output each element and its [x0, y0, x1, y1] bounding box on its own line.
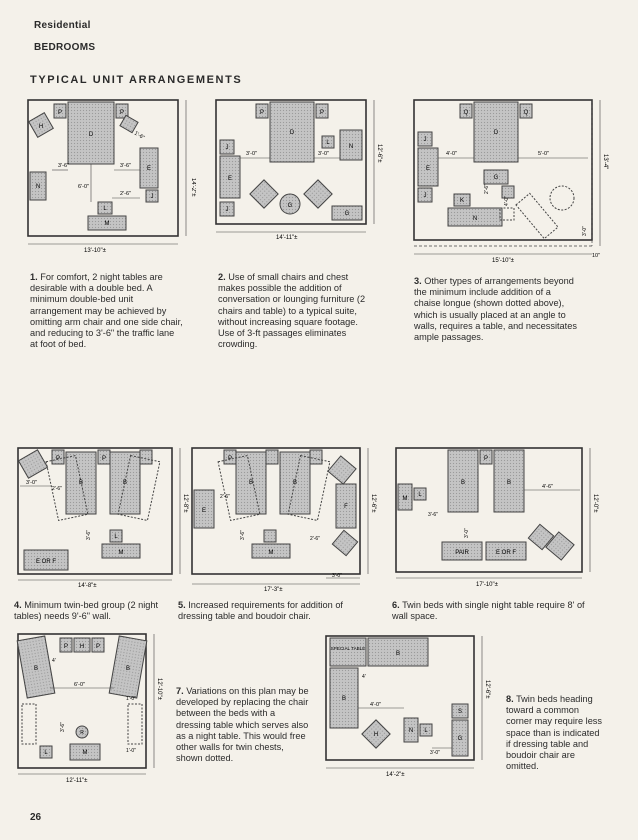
floor-plan-1	[22, 94, 196, 258]
dim-label: 3'-0"	[246, 151, 257, 157]
label-k: K	[459, 198, 465, 204]
label-p: P	[55, 456, 61, 462]
dim-label: 3'-6"	[86, 530, 92, 540]
lounge-chair	[250, 180, 278, 208]
caption-text: For comfort, 2 night tables are desirable with a double bed. A minimum double-bed unit arrangement may be achieved by omitting arm chair and one side chair, and reducing to 3'-6" the traffic lane at foot of bed.	[30, 272, 183, 350]
dim-label: 4'-0"	[504, 196, 510, 206]
label-j: J	[423, 193, 427, 199]
dim-label: 2'-6"	[484, 184, 490, 194]
height-dim: 13'-4"	[602, 154, 608, 170]
floor-plan-6	[392, 444, 604, 592]
label-p: P	[319, 110, 325, 116]
caption-number: 4.	[14, 600, 22, 610]
dim-label: 5'-0"	[538, 151, 549, 157]
caption-text: Minimum twin-bed group (2 night tables) needs 9'-6" wall.	[14, 600, 159, 622]
page-number: 26	[30, 812, 42, 823]
special-table	[330, 638, 366, 666]
lounge-chair	[304, 180, 332, 208]
dim-label: 3'-0"	[332, 573, 342, 579]
caption-text: Twin beds with single night table require 8' of wall space.	[392, 600, 585, 622]
dim-label: 3'-6"	[428, 512, 438, 518]
label-f: F	[344, 504, 348, 510]
label-b: B	[125, 666, 131, 672]
label-l: L	[103, 206, 107, 212]
caption-8	[506, 694, 602, 772]
height-dim: 12'-6"±	[484, 680, 490, 699]
dim-label: 4'-6"	[542, 484, 553, 490]
label-j: J	[225, 145, 229, 151]
furniture-p	[140, 450, 152, 464]
caption-number: 8.	[506, 694, 514, 704]
furniture-p	[310, 450, 322, 464]
caption-number: 5.	[178, 600, 186, 610]
height-dim: 12'-8"±	[182, 494, 188, 513]
label-q: Q	[523, 110, 529, 116]
caption-text: Twin beds heading toward a common corner may require less space than is indicated if dressing table and boudoir chair are omitted.	[506, 694, 602, 772]
dim-label: 6'-0"	[74, 682, 85, 688]
dim-label: 1'-0"	[126, 696, 136, 702]
label-m: M	[402, 496, 408, 502]
dim-label: 3'-0"	[318, 151, 329, 157]
label-m: M	[82, 750, 88, 756]
dim-label: 2'-6"	[120, 191, 131, 197]
width-dim: 15'-10"±	[492, 258, 514, 264]
label-p: P	[63, 644, 69, 650]
caption-7	[176, 686, 312, 764]
special-table-label: SPECIAL TABLE	[330, 646, 366, 651]
dim-label: 4'-0"	[446, 151, 457, 157]
caption-number: 1.	[30, 272, 38, 282]
label-e: E	[146, 166, 152, 172]
caption-number: 6.	[392, 600, 400, 610]
label-b: B	[122, 480, 128, 486]
label-m: M	[104, 221, 110, 227]
width-dim: 14'-8"±	[78, 583, 97, 589]
dim-label: 2'-6"	[52, 486, 62, 492]
label-p: P	[57, 110, 63, 116]
label-g: G	[493, 175, 499, 181]
dim-label: 2'-6"	[220, 494, 230, 500]
height-dim: 14'-2"±	[190, 178, 196, 197]
label-b: B	[292, 480, 298, 486]
caption-text: Variations on this plan may be developed by replacing the chair between the beds with a dressing table which serves also as a night table. This would free other walls for twin chests, shown dotted.	[176, 686, 309, 764]
pair-label: PAIR	[455, 550, 469, 556]
floor-plan-7	[12, 628, 172, 788]
height-dim: 12'-0"±	[592, 494, 598, 513]
dim-label: 3'-6"	[120, 163, 131, 169]
label-b: B	[460, 480, 466, 486]
label-p: P	[259, 110, 265, 116]
floor-plan-2	[210, 94, 388, 244]
dim-label: 4'-0"	[370, 702, 381, 708]
label-g: G	[287, 203, 293, 209]
label-h: H	[373, 732, 379, 738]
caption-number: 3.	[414, 276, 422, 286]
boudoir-chair	[332, 530, 357, 555]
label-e: E	[425, 166, 431, 172]
label-m: M	[118, 550, 124, 556]
label-d: D	[493, 130, 499, 136]
dotted-chest	[128, 704, 142, 744]
label-b: B	[33, 666, 39, 672]
arm-chair	[328, 456, 356, 484]
dresser-label: E OR F	[495, 550, 517, 556]
dim-label: 1'-6"	[133, 130, 146, 142]
dim-label: 3'-0"	[582, 226, 588, 236]
floor-plan-8	[320, 630, 502, 780]
label-n: N	[472, 216, 478, 222]
caption-6	[392, 600, 602, 622]
caption-4	[14, 600, 166, 622]
label-p: P	[95, 644, 101, 650]
label-p: P	[119, 110, 125, 116]
label-p: P	[101, 456, 107, 462]
label-r: R	[80, 730, 84, 736]
dim-label: 3'-0"	[26, 480, 37, 486]
dim-label: 6'-0"	[78, 184, 89, 190]
label-l: L	[326, 140, 330, 146]
label-p: P	[227, 456, 233, 462]
width-dim: 17'-10"±	[476, 582, 498, 588]
caption-3	[414, 276, 578, 343]
label-m: M	[268, 550, 274, 556]
dim-label: 1'-0"	[126, 748, 136, 754]
label-l: L	[44, 750, 48, 756]
label-d: D	[289, 130, 295, 136]
label-g: G	[457, 736, 463, 742]
label-j: J	[225, 207, 229, 213]
label-j: J	[150, 194, 154, 200]
dim-label: 3'-6"	[58, 163, 69, 169]
dotted-round-table	[550, 186, 574, 210]
height-dim: 12'-10"±	[156, 678, 162, 700]
dim-label: 4'	[362, 674, 366, 680]
dim-label: 3'-0"	[464, 528, 470, 538]
label-e: E	[227, 176, 233, 182]
height-dim: 12'-6"±	[376, 144, 382, 163]
label-l: L	[114, 534, 118, 540]
floor-plan-3	[408, 94, 614, 266]
caption-text: Increased requirements for addition of dressing table and boudoir chair.	[178, 600, 343, 622]
caption-number: 7.	[176, 686, 184, 696]
label-p: P	[483, 456, 489, 462]
label-j: J	[423, 137, 427, 143]
width-dim: 17'-3"±	[264, 587, 283, 593]
label-g: G	[344, 211, 350, 217]
running-header-chapter: BEDROOMS	[34, 42, 96, 53]
label-l: L	[418, 492, 422, 498]
caption-text: Use of small chairs and chest makes possible the addition of conversation or lounging furniture (2 chairs and table) to a typical suite, without increasing square footage. Use of 3-ft passages eliminates crowding.	[218, 272, 366, 350]
caption-number: 2.	[218, 272, 226, 282]
floor-plan-5	[186, 444, 386, 596]
height-dim: 12'-6"±	[370, 494, 376, 513]
label-n: N	[348, 144, 354, 150]
chaise-longue-dotted	[516, 193, 558, 238]
dim-label: 2'-6"	[310, 536, 320, 542]
label-d: D	[88, 132, 94, 138]
width-dim: 13'-10"±	[84, 248, 106, 254]
dotted-chest	[22, 704, 36, 744]
label-b: B	[248, 480, 254, 486]
label-b: B	[395, 651, 401, 657]
running-header-section: Residential	[34, 20, 91, 31]
dim-label: 3'-6"	[240, 530, 246, 540]
caption-2	[218, 272, 374, 350]
label-n: N	[35, 184, 41, 190]
label-q: Q	[463, 110, 469, 116]
width-dim: 14'-11"±	[276, 235, 298, 241]
floor-plan-4	[12, 444, 190, 594]
caption-text: Other types of arrangements beyond the minimum include addition of a chaise longue (shown dotted above), which is usually placed at an angle to walls, requires a table, and necessitates ample passages.	[414, 276, 577, 343]
dim-label: 4'	[52, 658, 56, 664]
caption-5	[178, 600, 378, 622]
furniture-l	[264, 530, 276, 542]
arm-chair	[18, 450, 47, 478]
label-h: H	[79, 644, 85, 650]
label-s: S	[457, 709, 463, 715]
label-b: B	[78, 480, 84, 486]
label-n: N	[408, 728, 414, 734]
width-dim: 14'-2"±	[386, 772, 405, 778]
label-b: B	[341, 696, 347, 702]
label-b: B	[506, 480, 512, 486]
furniture-p	[266, 450, 278, 464]
width-dim: 12'-11"±	[66, 778, 88, 784]
label-l: L	[424, 728, 428, 734]
dresser-label: E OR F	[35, 559, 57, 565]
dim-label: 3'-0"	[430, 750, 440, 756]
label-e: E	[201, 508, 207, 514]
caption-1	[30, 272, 184, 350]
section-title: TYPICAL UNIT ARRANGEMENTS	[30, 74, 243, 86]
dim-label: 3'-6"	[60, 722, 66, 732]
label-h: H	[38, 124, 44, 130]
dim-label: 10"	[592, 253, 601, 259]
